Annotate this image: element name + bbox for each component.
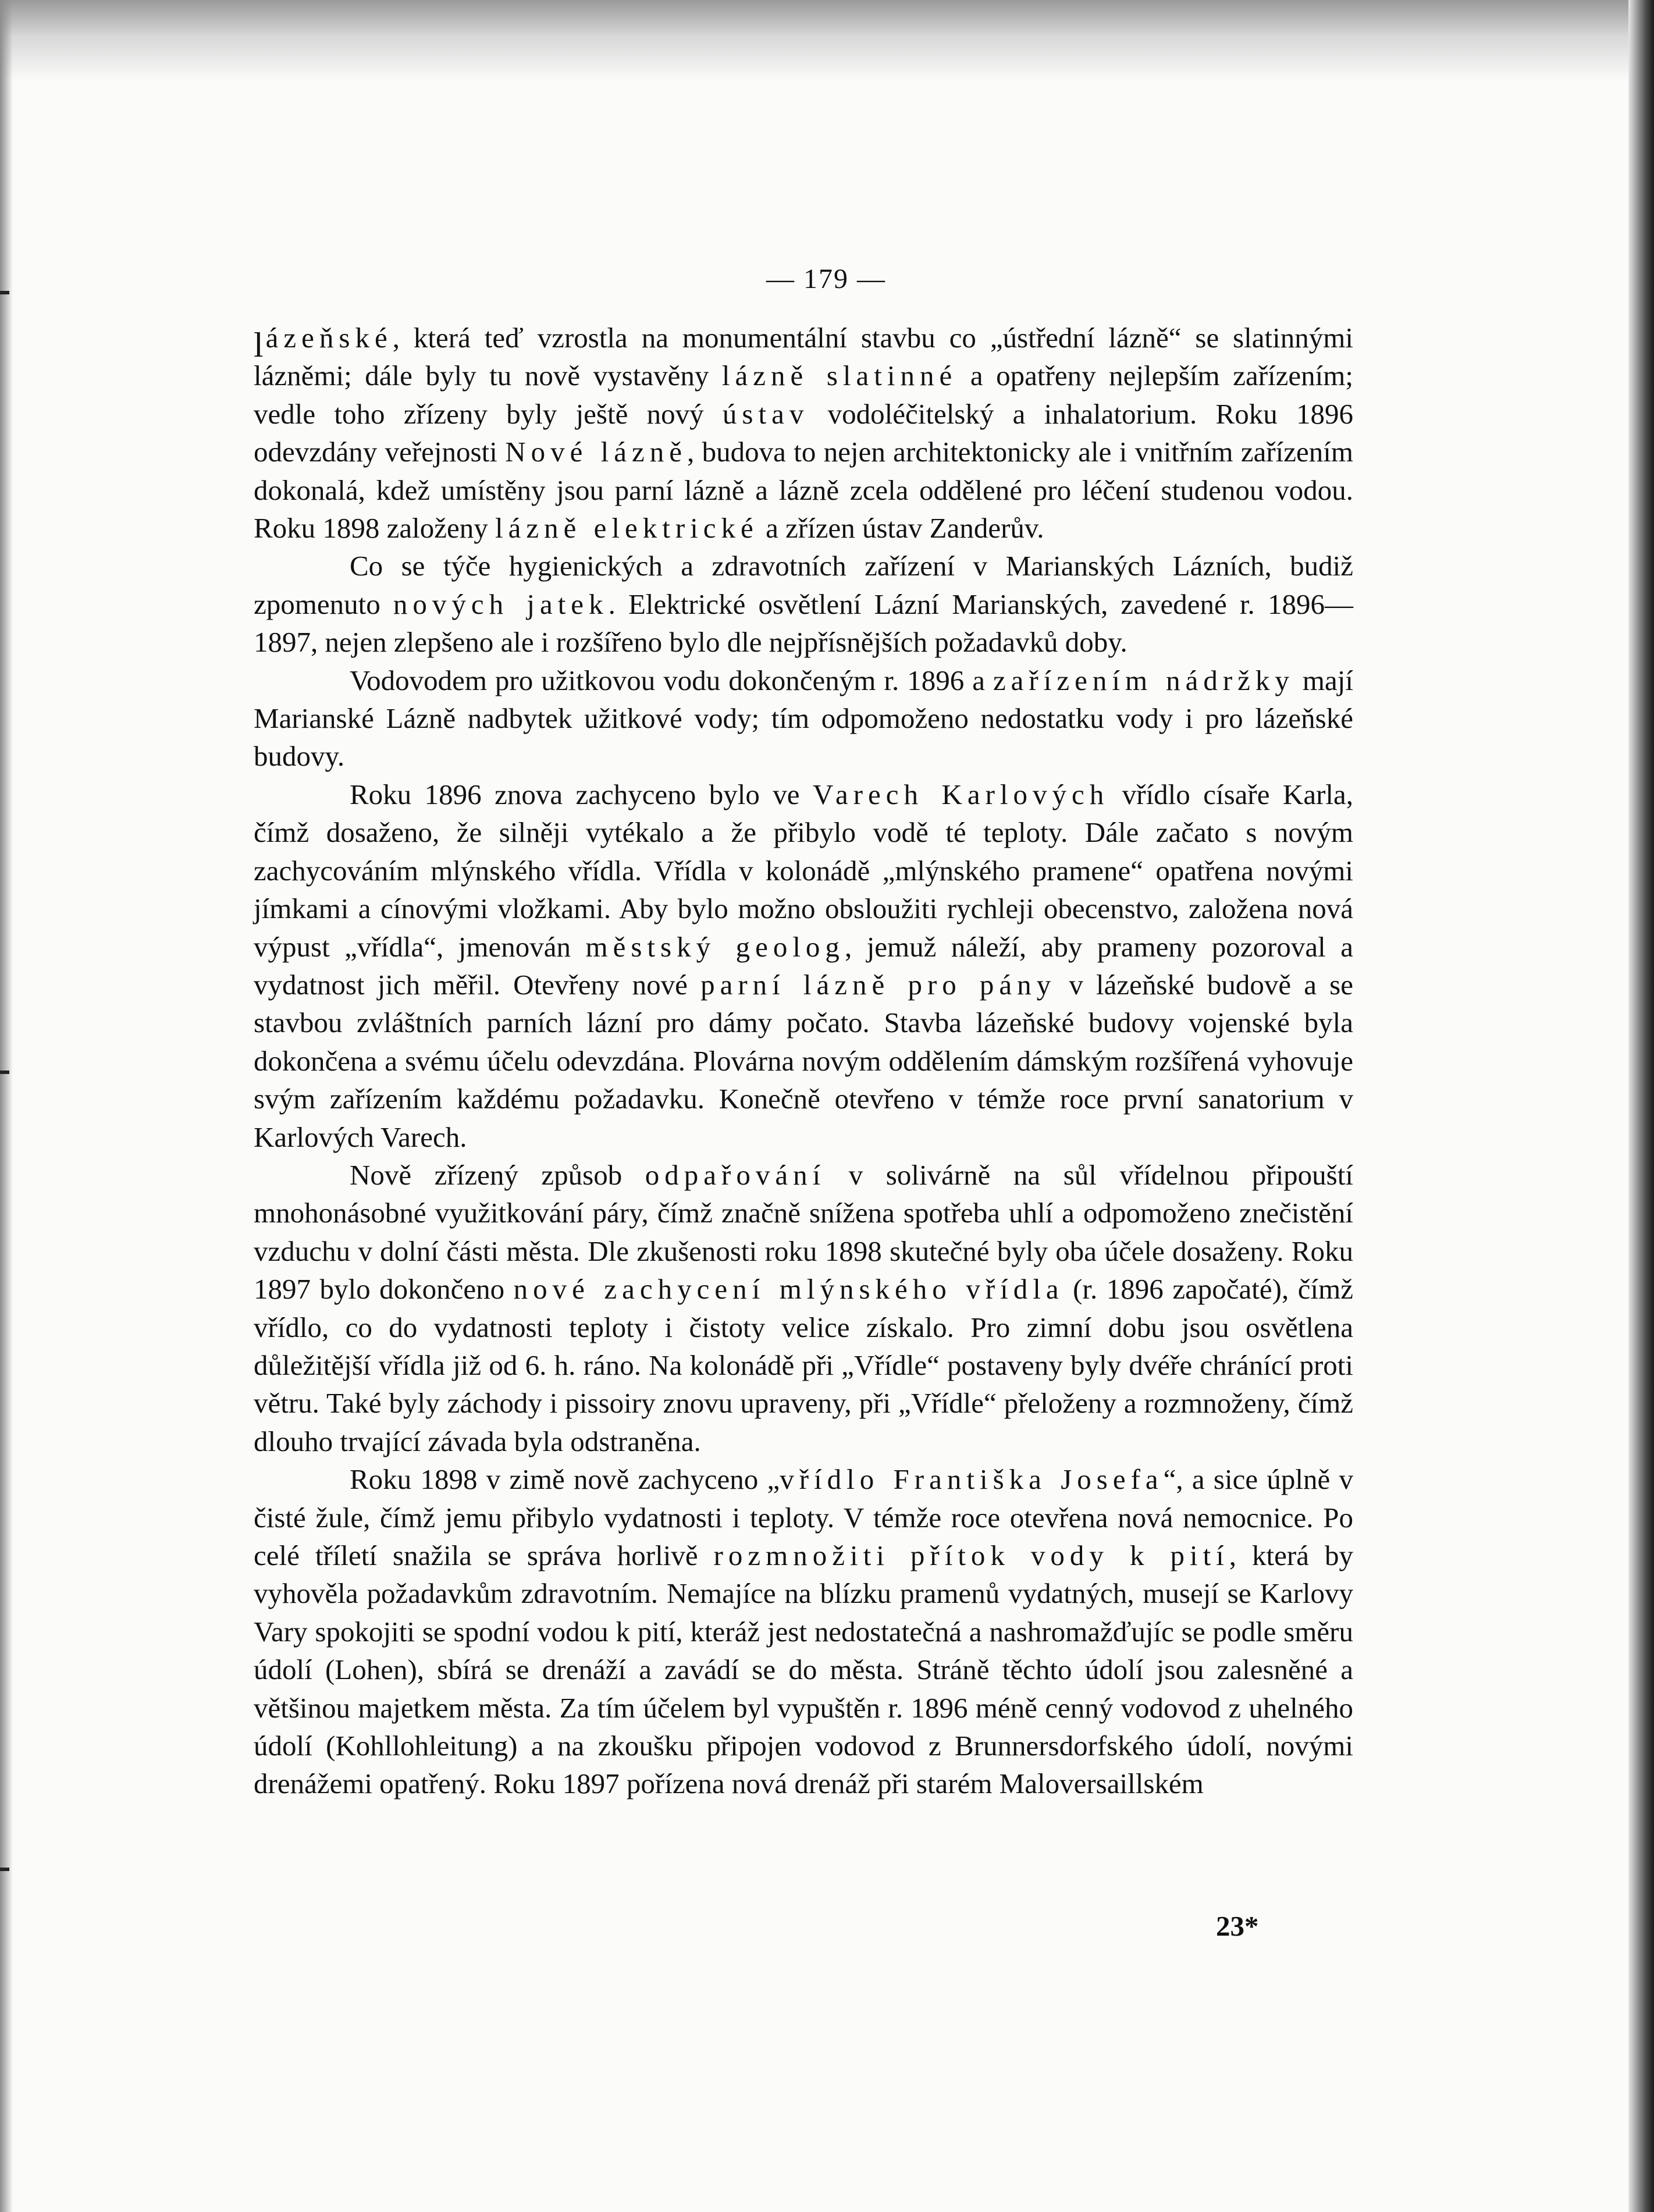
spaced-emphasis: parní lázně pro pány <box>700 968 1057 1001</box>
text-run: vodoléčitelský a inhalatorium. Roku 1896 odevzdány veřejnosti <box>254 397 1353 468</box>
text-run: a zřízen ústav Zanderův. <box>758 512 1044 545</box>
paragraph <box>254 1156 1353 1460</box>
spaced-emphasis: ázeňské <box>265 322 393 354</box>
signature-mark: 23* <box>1216 1910 1259 1942</box>
body-text <box>254 319 1353 1803</box>
text-run: v lázeňské budově a se stavbou zvláštních parních lázní pro dámy počato. Stavba lázeňské budovy vojenské byla dokončena a svému účelu odevzdána. Plovárna novým oddělením dámským rozšířená vyhovuje svým zařízením každému požadavku. Konečně otevřeno v témže roce první sanatorium v Karlových Varech. <box>254 968 1354 1153</box>
paragraph <box>254 662 1353 776</box>
text-run: Co se týče hygienických a zdravotních zařízení v Marianských Lázních, budiž zpomenuto <box>254 550 1353 620</box>
spaced-emphasis: nové zachycení mlýnského vřídla <box>513 1273 1064 1306</box>
spaced-emphasis: Varech Karlových <box>813 778 1109 810</box>
text-run: a opatřeny nejlepším zařízením; vedle toho zřízeny byly ještě nový <box>254 360 1353 430</box>
text-run: mají Marianské Lázně nadbytek užitkové vody; tím odpomoženo nedostatku vody i pro lázeňské budovy. <box>254 664 1353 773</box>
text-run: , jemuž náleží, aby prameny pozoroval a vydatnost jich měřil. Otevřeny nové <box>254 930 1353 1001</box>
text-run: v solivárně na sůl vřídelnou připouští mnohonásobné využitkování páry, čímž značně snížena spotřeba uhlí a odpomoženo znečistění vzduchu v dolní části města. Dle zkušenosti roku 1898 skutečné byly oba účele dosaženy. Roku 1897 bylo dokončeno <box>254 1158 1353 1306</box>
text-run: “, a sice úplně v čisté žule, čímž jemu přibylo vydatnosti i teploty. V témže roce otevřena nová nemocnice. Po celé tříletí snažila se správa horlivě <box>254 1463 1353 1571</box>
text-run: Nově zřízený způsob <box>350 1158 645 1191</box>
text-run: . Elektrické osvětlení Lázní Marianských, zavedené r. 1896—1897, nejen zlepšeno ale i rozšířeno bylo dle nejpřísnějších požadavků doby. <box>254 588 1353 659</box>
scan-shadow-right <box>1628 0 1654 2212</box>
spaced-emphasis: rozmnožiti přítok vody k pití <box>713 1539 1229 1571</box>
spaced-emphasis: zařízením nádržky <box>993 664 1294 696</box>
scan-shadow-top <box>0 0 1654 81</box>
text-run: , která teď vzrostla na monumentální stavbu co „ústřední lázně“ se slatinnými lázněmi; dále byly tu nově vystavěny <box>254 322 1353 392</box>
spaced-emphasis: vřídlo Františka Josefa <box>780 1463 1164 1496</box>
margin-mark <box>0 1071 9 1074</box>
spaced-emphasis: lázně elektrické <box>495 512 759 545</box>
spaced-emphasis: ústav <box>722 397 809 430</box>
text-run: vřídlo císaře Karla, čímž dosaženo, že silněji vytékalo a že přibylo vodě té teploty. Dále začato s novým zachycováním mlýnského vřídla. Vřídla v kolonádě „mlýnského pramene“ opatřena novými jímkami a cínovými vložkami. Aby bylo možno obsloužiti rychleji obecenstvo, založena nová výpust „vřídla“, jmenován <box>254 778 1354 963</box>
margin-mark <box>0 1868 9 1871</box>
text-run: Vodovodem pro užitkovou vodu dokončeným r. 1896 a <box>350 664 993 696</box>
text-run: , budova to nejen architektonicky ale i vnitřním zařízením dokonalá, kdež umístěny jsou parní lázně a lázně zcela oddělené pro léčení studenou vodou. Roku 1898 založeny <box>254 436 1354 545</box>
text-run: Roku 1898 v zimě nově zachyceno „ <box>350 1463 780 1496</box>
margin-mark <box>0 291 9 294</box>
spaced-emphasis: Nové lázně <box>505 436 688 468</box>
text-run: , která by vyhověla požadavkům zdravotním. Nemajíce na blízku pramenů vydatných, musejí se Karlovy Vary spokojiti se spodní vodou k pití, kteráž jest nedostatečná a nashromažďujíc se podle směru údolí (Lohen), sbírá se drenáží a zavádí se do města. Stráně těchto údolí jsou zalesněné a většinou majetkem města. Za tím účelem byl vypuštěn r. 1896 méně cenný vodovod z uhelného údolí (Kohllohleitung) a na zkoušku připojen vodovod z Brunnersdorfského údolí, novými drenážemi opatřený. Roku 1897 pořízena nová drenáž při starém Maloversaillském <box>254 1539 1353 1800</box>
paragraph <box>254 1460 1353 1803</box>
scan-shadow-left <box>0 0 13 2212</box>
paragraph <box>254 547 1353 661</box>
paragraph <box>254 319 1353 547</box>
page-number: — 179 — <box>766 264 886 294</box>
spaced-emphasis: lázně slatinné <box>721 360 958 392</box>
spaced-emphasis: odpařování <box>645 1158 826 1191</box>
dropcap-letter: l <box>254 326 264 364</box>
text-run: Roku 1896 znova zachyceno bylo ve <box>350 778 813 810</box>
paragraph <box>254 776 1353 1156</box>
text-run: (r. 1896 započaté), čímž vřídlo, co do vydatnosti teploty i čistoty velice získalo. Pro zimní dobu jsou osvětlena důležitější vřídla již od 6. h. ráno. Na kolonádě při „Vřídle“ postaveny byly dvéře chránící proti větru. Také byly záchody i pissoiry znovu upraveny, při „Vřídle“ přeloženy a rozmnoženy, čímž dlouho trvající závada byla odstraněna. <box>254 1273 1353 1457</box>
spaced-emphasis: nových jatek <box>393 588 609 620</box>
spaced-emphasis: městský geolog <box>585 930 845 963</box>
